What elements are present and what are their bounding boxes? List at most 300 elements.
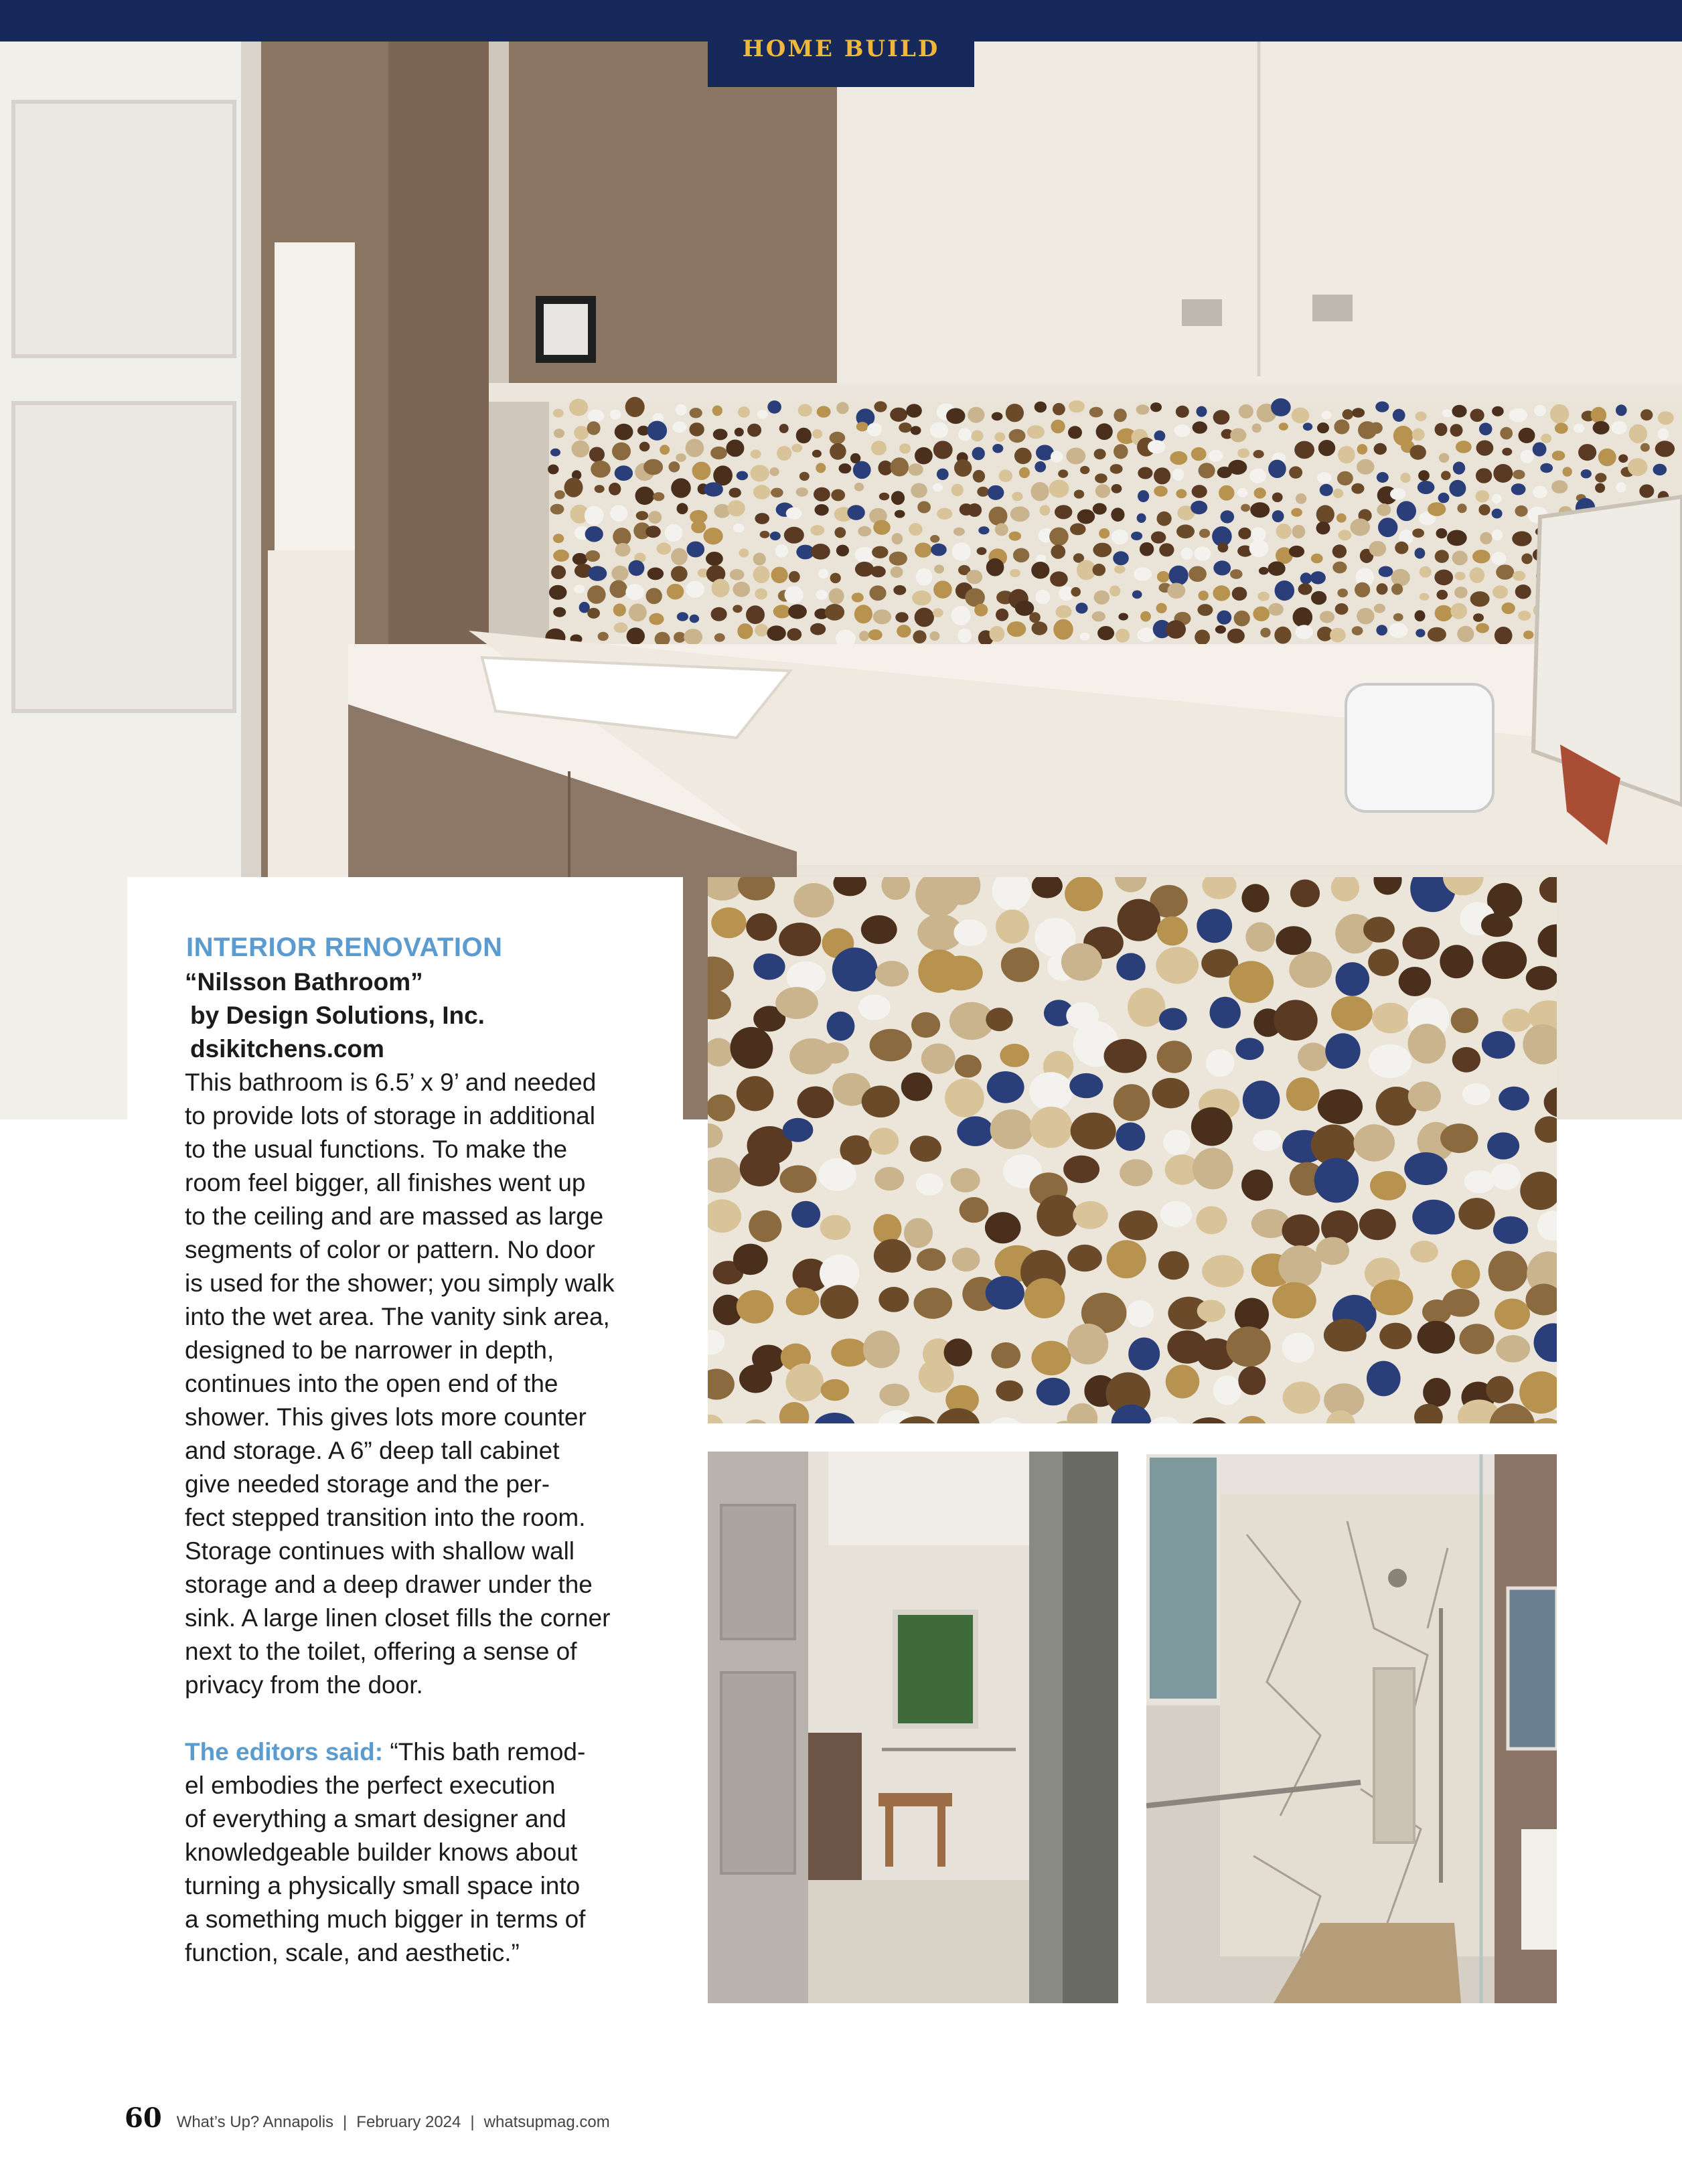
tile-pebble xyxy=(1113,551,1129,565)
tile-pebble xyxy=(915,608,934,627)
tile-pebble xyxy=(1438,493,1450,503)
tile-pebble xyxy=(1156,947,1199,984)
tile-pebble xyxy=(1374,443,1387,455)
tile-pebble xyxy=(1138,467,1152,479)
tile-pebble xyxy=(1456,441,1472,453)
tile-pebble xyxy=(1458,1198,1495,1229)
tile-pebble xyxy=(952,1247,980,1271)
tile-pebble xyxy=(1237,449,1249,459)
tile-pebble xyxy=(1370,1171,1406,1200)
tile-pebble xyxy=(1552,451,1565,461)
tile-pebble xyxy=(1337,471,1353,485)
tile-pebble xyxy=(1290,880,1320,908)
tile-pebble xyxy=(1282,1333,1314,1363)
tile-pebble xyxy=(548,465,558,475)
tile-pebble xyxy=(747,424,761,437)
tile-pebble xyxy=(677,503,688,514)
tile-pebble xyxy=(1563,467,1572,476)
tile-pebble xyxy=(909,463,923,475)
tile-pebble xyxy=(1495,627,1513,645)
tile-pebble xyxy=(974,604,988,617)
tile-pebble xyxy=(1391,584,1403,595)
tile-pebble xyxy=(931,544,947,556)
section-label: HOME BUILD xyxy=(742,35,940,62)
tile-pebble xyxy=(588,410,605,422)
tile-pebble xyxy=(1118,899,1160,941)
tile-pebble xyxy=(1279,422,1288,431)
tile-pebble xyxy=(1196,1206,1227,1235)
tile-pebble xyxy=(645,526,661,538)
tile-pebble xyxy=(1496,564,1514,580)
tile-pebble xyxy=(1410,1241,1438,1263)
tile-pebble xyxy=(692,462,711,480)
tile-pebble xyxy=(1213,1376,1241,1405)
tile-pebble xyxy=(1500,427,1513,440)
tile-pebble xyxy=(1051,420,1065,434)
tile-pebble xyxy=(930,535,939,543)
tile-pebble xyxy=(1071,1113,1116,1150)
tile-pebble xyxy=(1316,1237,1349,1265)
tile-pebble xyxy=(727,500,745,516)
tile-pebble xyxy=(854,483,864,491)
tile-pebble xyxy=(1229,961,1274,1003)
tile-pebble xyxy=(913,630,926,643)
tile-pebble xyxy=(793,883,834,917)
tile-pebble xyxy=(677,612,688,621)
tile-pebble xyxy=(901,1073,933,1101)
tile-pebble xyxy=(1001,947,1039,982)
tile-pebble xyxy=(991,1342,1020,1369)
tile-pebble xyxy=(911,483,927,498)
tile-pebble xyxy=(1415,548,1426,558)
tile-pebble xyxy=(740,1150,780,1186)
tile-pebble xyxy=(1354,1124,1395,1162)
tile-pebble xyxy=(643,459,663,475)
tile-pebble xyxy=(977,487,989,497)
tile-pebble xyxy=(904,1218,933,1248)
tile-pebble xyxy=(572,441,590,458)
tile-pebble xyxy=(1110,585,1120,597)
tile-pebble xyxy=(711,607,727,621)
tile-pebble xyxy=(872,546,888,558)
tile-pebble xyxy=(1412,428,1425,441)
tile-pebble xyxy=(990,626,1005,642)
tile-pebble xyxy=(1377,472,1389,483)
tile-pebble xyxy=(1513,470,1525,479)
tile-pebble xyxy=(1213,560,1231,575)
tile-pebble xyxy=(785,586,804,603)
tile-pebble xyxy=(777,446,791,461)
tile-pebble xyxy=(1473,613,1484,622)
tile-pebble xyxy=(874,1167,904,1190)
tile-pebble xyxy=(987,1071,1024,1103)
tile-pebble xyxy=(1031,562,1049,579)
tile-detail-photo xyxy=(708,877,1557,1423)
tile-pebble xyxy=(855,547,875,563)
tile-pebble xyxy=(1110,464,1123,474)
tile-pebble xyxy=(854,605,872,623)
tile-pebble xyxy=(873,609,891,624)
tile-pebble xyxy=(827,1012,855,1041)
tile-pebble xyxy=(1289,951,1332,988)
tile-pebble xyxy=(1006,404,1024,422)
tile-pebble xyxy=(775,987,818,1019)
tile-pebble xyxy=(587,608,600,619)
tile-pebble xyxy=(1031,482,1049,501)
tile-pebble xyxy=(1095,473,1107,483)
tile-pebble xyxy=(1533,443,1547,457)
tile-pebble xyxy=(1629,424,1647,443)
tile-pebble xyxy=(891,457,909,476)
tile-pebble xyxy=(1029,1072,1073,1111)
tile-pebble xyxy=(1441,471,1451,480)
tile-pebble xyxy=(1518,611,1531,621)
tile-pebble xyxy=(1128,1338,1160,1371)
tile-pebble xyxy=(972,447,985,461)
tile-pebble xyxy=(1009,429,1026,443)
tile-pebble xyxy=(1434,570,1453,586)
tile-pebble xyxy=(1066,448,1085,465)
tile-pebble xyxy=(1316,505,1334,524)
tile-pebble xyxy=(855,562,874,576)
tile-pebble xyxy=(995,523,1008,536)
tile-pebble xyxy=(1080,466,1089,474)
tile-pebble xyxy=(1234,611,1250,627)
tile-pebble xyxy=(796,428,812,444)
tile-pebble xyxy=(1370,422,1383,434)
tile-pebble xyxy=(753,485,771,499)
tile-pebble xyxy=(1157,1040,1192,1073)
tile-pebble xyxy=(767,625,785,641)
tile-pebble xyxy=(710,447,727,459)
tile-pebble xyxy=(951,1168,980,1192)
tile-pebble xyxy=(1069,1073,1103,1098)
tile-pebble xyxy=(746,913,777,941)
tile-pebble xyxy=(1114,1084,1150,1121)
tile-pebble xyxy=(861,915,897,944)
tile-pebble xyxy=(1180,548,1193,560)
tile-pebble xyxy=(769,467,779,476)
tile-pebble xyxy=(1420,593,1430,601)
tile-pebble xyxy=(870,1029,912,1061)
tile-pebble xyxy=(660,445,670,455)
tile-pebble xyxy=(1314,1158,1359,1202)
tile-pebble xyxy=(671,478,691,498)
tile-pebble xyxy=(939,955,983,990)
tile-pebble xyxy=(706,552,723,566)
tile-pebble xyxy=(1037,1195,1078,1237)
tile-pebble xyxy=(1389,623,1407,638)
tile-pebble xyxy=(730,569,745,580)
tile-pebble xyxy=(1435,605,1453,621)
tile-pebble xyxy=(731,1027,773,1069)
tile-pebble xyxy=(871,441,887,455)
tile-pebble xyxy=(767,400,781,414)
tile-pebble xyxy=(937,469,949,480)
tile-pebble xyxy=(1206,1049,1235,1077)
tile-pebble xyxy=(1159,1008,1187,1030)
tile-pebble xyxy=(1051,451,1063,463)
tile-pebble xyxy=(1653,464,1667,475)
tile-pebble xyxy=(1317,422,1329,433)
tile-pebble xyxy=(1096,423,1113,440)
tile-pebble xyxy=(585,526,603,542)
tile-pebble xyxy=(1104,1039,1147,1073)
tile-pebble xyxy=(1338,530,1351,540)
tile-pebble xyxy=(799,472,810,481)
tile-pebble xyxy=(612,443,631,461)
tile-pebble xyxy=(1235,1038,1264,1060)
tile-pebble xyxy=(1126,1300,1154,1328)
tile-pebble xyxy=(1480,532,1492,544)
tile-pebble xyxy=(1272,1282,1316,1318)
tile-pebble xyxy=(1574,424,1585,433)
tile-pebble xyxy=(714,633,725,642)
tile-pebble xyxy=(1157,512,1172,526)
tile-pebble xyxy=(1550,404,1569,424)
tile-pebble xyxy=(1050,571,1068,587)
tile-pebble xyxy=(1437,590,1448,600)
editors-label: The editors said: xyxy=(185,1738,384,1766)
tile-pebble xyxy=(951,484,964,497)
tile-pebble xyxy=(829,588,844,604)
tile-pebble xyxy=(1416,629,1425,637)
tile-pebble xyxy=(551,565,566,579)
tile-pebble xyxy=(1137,514,1146,523)
tile-pebble xyxy=(791,1201,820,1228)
tile-pebble xyxy=(1239,404,1253,418)
tile-pebble xyxy=(1300,572,1312,584)
tile-pebble xyxy=(1357,459,1374,475)
tile-pebble xyxy=(1440,945,1473,978)
tile-pebble xyxy=(690,408,702,418)
tile-pebble xyxy=(1019,467,1030,478)
tile-pebble xyxy=(1435,550,1449,563)
tile-pebble xyxy=(1351,518,1371,536)
tile-pebble xyxy=(1065,877,1103,911)
tile-pebble xyxy=(891,491,905,505)
tile-pebble xyxy=(992,444,1003,453)
tile-pebble xyxy=(713,428,728,440)
tile-pebble xyxy=(1502,448,1512,456)
tile-pebble xyxy=(1118,613,1128,621)
tile-pebble xyxy=(1238,528,1251,540)
tile-pebble xyxy=(917,501,931,514)
tile-pebble xyxy=(1523,631,1533,639)
tile-pebble xyxy=(553,409,564,418)
tile-pebble xyxy=(1107,1240,1146,1278)
tile-pebble xyxy=(1237,488,1248,497)
tile-pebble xyxy=(587,585,606,604)
tile-pebble xyxy=(1195,629,1210,645)
tile-pebble xyxy=(613,604,626,617)
tile-pebble xyxy=(893,585,906,595)
tile-pebble xyxy=(1363,917,1395,943)
tile-pebble xyxy=(917,1248,945,1271)
tile-pebble xyxy=(953,528,965,536)
tile-pebble xyxy=(1418,470,1430,481)
tile-pebble xyxy=(853,461,871,479)
tile-pebble xyxy=(933,441,953,459)
tile-pebble xyxy=(1418,1321,1455,1354)
tile-pebble xyxy=(1476,623,1489,633)
tile-pebble xyxy=(834,527,846,538)
tile-pebble xyxy=(1336,962,1370,996)
tile-pebble xyxy=(574,584,585,593)
editors-quote: “This bath remod- el embodies the perfect execution of everything a smart designer and knowledgeable builder knows about turning a physically small space into a something much bigger in terms of function, scale, and aesthetic.” xyxy=(185,1738,586,1966)
tile-pebble xyxy=(1475,490,1489,502)
tile-pebble xyxy=(1470,409,1484,422)
tile-pebble xyxy=(1289,466,1302,478)
tile-pebble xyxy=(820,1215,851,1240)
tile-pebble xyxy=(867,423,882,437)
tile-pebble xyxy=(836,545,849,556)
tile-pebble xyxy=(1335,603,1349,615)
tile-pebble xyxy=(733,524,745,532)
tile-pebble xyxy=(1202,1255,1244,1288)
tile-pebble xyxy=(988,485,1004,500)
tile-pebble xyxy=(671,566,688,582)
tile-pebble xyxy=(1294,441,1314,459)
tile-pebble xyxy=(895,510,905,518)
tile-pebble xyxy=(779,424,789,433)
tile-pebble xyxy=(1061,943,1102,981)
tile-pebble xyxy=(1453,462,1465,475)
tile-pebble xyxy=(992,412,1003,421)
tile-pebble xyxy=(1259,567,1269,575)
tile-pebble xyxy=(911,1012,940,1038)
tile-pebble xyxy=(1591,407,1606,423)
article-text xyxy=(185,931,680,1970)
tile-pebble xyxy=(1320,611,1334,623)
tile-pebble xyxy=(676,453,686,462)
tile-pebble xyxy=(1272,493,1283,503)
tile-pebble xyxy=(1502,603,1515,614)
tile-pebble xyxy=(1268,460,1286,478)
tile-pebble xyxy=(1067,1245,1102,1271)
tile-pebble xyxy=(635,487,655,505)
tile-pebble xyxy=(1292,408,1310,424)
tile-pebble xyxy=(1452,1047,1480,1073)
tile-pebble xyxy=(1097,626,1114,640)
tile-pebble xyxy=(1221,510,1235,523)
tile-pebble xyxy=(831,489,845,501)
tile-pebble xyxy=(553,550,569,562)
tile-pebble xyxy=(1486,1376,1513,1403)
tile-pebble xyxy=(1215,625,1226,633)
tile-pebble xyxy=(1393,613,1403,621)
tile-pebble xyxy=(1230,569,1243,579)
tile-pebble xyxy=(1070,524,1086,536)
tile-pebble xyxy=(667,584,684,600)
tile-pebble xyxy=(953,919,987,946)
tile-pebble xyxy=(1442,1289,1479,1317)
tile-pebble xyxy=(1176,406,1189,418)
tile-pebble xyxy=(830,573,841,584)
tile-pebble xyxy=(1336,514,1347,523)
tile-pebble xyxy=(614,623,628,633)
article-byline xyxy=(185,965,680,1066)
tile-pebble xyxy=(1457,626,1474,642)
tile-pebble xyxy=(1093,543,1112,558)
tile-pebble xyxy=(1368,949,1399,976)
tile-pebble xyxy=(1157,571,1170,582)
tile-pebble xyxy=(1482,941,1527,979)
tile-pebble xyxy=(1490,1164,1521,1190)
issue-date: February 2024 xyxy=(356,2113,461,2131)
tile-pebble xyxy=(735,428,744,437)
tile-pebble xyxy=(1377,503,1391,516)
tile-pebble xyxy=(1000,1044,1029,1067)
tile-pebble xyxy=(1251,527,1266,542)
tile-pebble xyxy=(892,533,903,544)
tile-pebble xyxy=(1138,490,1149,502)
tile-pebble xyxy=(653,492,664,501)
tile-pebble xyxy=(1210,997,1241,1028)
tile-pebble xyxy=(1055,505,1072,519)
tile-pebble xyxy=(1219,485,1234,501)
tile-pebble xyxy=(1094,449,1106,459)
tile-pebble xyxy=(825,604,844,621)
tile-pebble xyxy=(1581,469,1592,478)
tile-pebble xyxy=(755,624,769,637)
tile-pebble xyxy=(1611,421,1626,435)
tile-pebble xyxy=(1114,565,1125,573)
tile-pebble xyxy=(569,398,588,416)
tile-pebble xyxy=(1404,1152,1447,1185)
tile-pebble xyxy=(1359,1208,1396,1240)
tile-pebble xyxy=(1035,461,1046,473)
tile-pebble xyxy=(847,505,864,520)
tile-pebble xyxy=(1338,446,1355,463)
tile-pebble xyxy=(627,627,645,645)
tile-pebble xyxy=(1077,510,1095,524)
tile-pebble xyxy=(891,566,903,578)
tile-pebble xyxy=(951,606,971,625)
tile-pebble xyxy=(1112,530,1128,545)
tile-pebble xyxy=(868,629,883,640)
tile-pebble xyxy=(1253,1130,1281,1152)
tile-pebble xyxy=(1199,463,1215,478)
tile-pebble xyxy=(1227,629,1245,643)
tile-pebble xyxy=(1053,403,1065,415)
tile-pebble xyxy=(830,432,846,445)
tile-pebble xyxy=(1410,445,1426,460)
tile-pebble xyxy=(1154,486,1168,497)
tile-pebble xyxy=(1197,604,1213,616)
tile-pebble xyxy=(1253,450,1264,458)
tile-pebble xyxy=(933,580,952,599)
tile-pebble xyxy=(1257,592,1270,601)
tile-pebble xyxy=(783,1118,814,1142)
tile-pebble xyxy=(1491,552,1506,564)
tile-pebble xyxy=(1298,583,1312,595)
tile-pebble xyxy=(1343,409,1353,420)
tile-pebble xyxy=(1024,1278,1065,1318)
tile-pebble xyxy=(1318,440,1335,456)
tile-pebble xyxy=(933,483,943,492)
tile-pebble xyxy=(1157,917,1188,946)
tile-pebble xyxy=(753,553,766,566)
tile-pebble xyxy=(816,590,828,600)
tile-pebble xyxy=(1191,1107,1233,1146)
tile-pebble xyxy=(770,532,781,540)
tile-pebble xyxy=(862,1085,900,1117)
tile-pebble xyxy=(968,503,982,517)
tile-pebble xyxy=(895,612,908,623)
tile-pebble xyxy=(791,444,802,453)
tile-pebble xyxy=(1071,587,1081,597)
